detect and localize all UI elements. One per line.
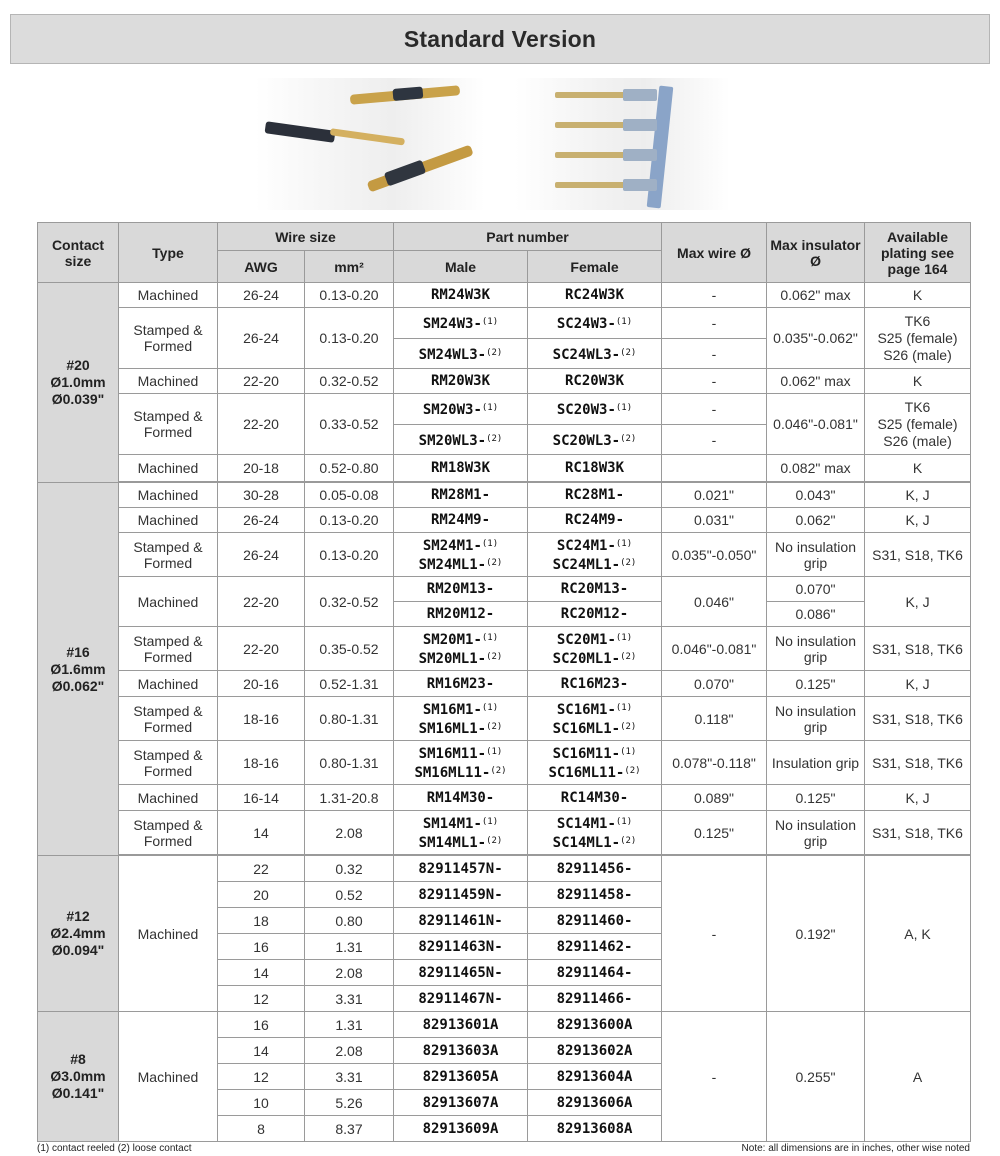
contact-size-12: #12 Ø2.4mm Ø0.094" xyxy=(38,856,119,1012)
contact-size-20: #20 Ø1.0mm Ø0.039" xyxy=(38,283,119,483)
table-row: Machined 22-20 0.32-0.52 RM20W3K RC20W3K - 0.062" max K xyxy=(38,369,971,394)
contacts-spec-table xyxy=(37,222,971,1142)
header-max-wire: Max wire Ø xyxy=(662,223,767,283)
header-part-number: Part number xyxy=(394,223,662,251)
table-row: Machined 16-14 1.31-20.8 RM14M30- RC14M30- 0.089" 0.125" K, J xyxy=(38,785,971,811)
table-row: Machined 20-18 0.52-0.80 RM18W3K RC18W3K 0.082" max K xyxy=(38,455,971,482)
title-bar xyxy=(10,14,990,64)
table-row: Stamped & Formed 22-20 0.35-0.52 SM20M1-$^{(1)}$ SM20ML1-$^{(2)}$ SC20M1-$^{(1)}$ SC20ML1-$^{(2)}$ 0.046"-0.081" No insulation grip S31, S18, TK6 xyxy=(38,627,971,671)
stamped-contacts-image xyxy=(515,78,730,210)
table-row: Stamped & Formed 26-24 0.13-0.20 SM24M1-$^{(1)}$ SM24ML1-$^{(2)}$ SC24M1-$^{(1)}$ SC24ML1-$^{(2)}$ 0.035"-0.050" No insulation grip S31, S18, TK6 xyxy=(38,533,971,577)
table-row: 14 2.08 82911465N- 82911464- xyxy=(38,960,971,986)
header-awg: AWG xyxy=(218,251,305,283)
table-row: SM20WL3-$^{(2)}$ SC20WL3-$^{(2)}$ - xyxy=(38,425,971,455)
header-type: Type xyxy=(119,223,218,283)
table-row: 18 0.80 82911461N- 82911460- xyxy=(38,908,971,934)
header-contact-size: Contact size xyxy=(38,223,119,283)
table-row: 14 2.08 82913603A 82913602A xyxy=(38,1038,971,1064)
table-row: #16 Ø1.6mm Ø0.062" Machined 30-28 0.05-0.08 RM28M1- RC28M1- 0.021" 0.043" K, J xyxy=(38,483,971,508)
table-row: #12 Ø2.4mm Ø0.094" Machined 22 0.32 82911457N- 82911456- - 0.192" A, K xyxy=(38,856,971,882)
machined-contacts-image xyxy=(255,78,485,210)
table-row: 12 3.31 82913605A 82913604A xyxy=(38,1064,971,1090)
header-female: Female xyxy=(528,251,662,283)
header-plating: Available plating see page 164 xyxy=(865,223,971,283)
table-row: Machined 20-16 0.52-1.31 RM16M23- RC16M23- 0.070" 0.125" K, J xyxy=(38,671,971,697)
contact-size-16: #16 Ø1.6mm Ø0.062" xyxy=(38,483,119,856)
header-mm2: mm² xyxy=(305,251,394,283)
table-row: Stamped & Formed 18-16 0.80-1.31 SM16M1-$^{(1)}$ SM16ML1-$^{(2)}$ SC16M1-$^{(1)}$ SC16ML1-$^{(2)}$ 0.118" No insulation grip S31, S18, TK6 xyxy=(38,697,971,741)
header-max-insulator: Max insulator Ø xyxy=(767,223,865,283)
table-row: 20 0.52 82911459N- 82911458- xyxy=(38,882,971,908)
contacts-photo-machined xyxy=(255,78,485,210)
table-row: #8 Ø3.0mm Ø0.141" Machined 16 1.31 82913601A 82913600A - 0.255" A xyxy=(38,1012,971,1038)
footnote-right: Note: all dimensions are in inches, other wise noted xyxy=(741,1143,970,1154)
table-row: Stamped & Formed 14 2.08 SM14M1-$^{(1)}$ SM14ML1-$^{(2)}$ SC14M1-$^{(1)}$ SC14ML1-$^{(2)}$ 0.125" No insulation grip S31, S18, TK6 xyxy=(38,811,971,855)
table-row: RM20M12- RC20M12- 0.086" xyxy=(38,602,971,627)
table-row: #20 Ø1.0mm Ø0.039" Machined 26-24 0.13-0.20 RM24W3K RC24W3K - 0.062" max K xyxy=(38,283,971,308)
table-row: Stamped & Formed 26-24 0.13-0.20 SM24W3-$^{(1)}$ SC24W3-$^{(1)}$ - 0.035"-0.062" TK6 S25 (female) S26 (male) xyxy=(38,308,971,339)
header-wire-size: Wire size xyxy=(218,223,394,251)
table-row: 8 8.37 82913609A 82913608A xyxy=(38,1116,971,1142)
table-row: SM24WL3-$^{(2)}$ SC24WL3-$^{(2)}$ - xyxy=(38,339,971,369)
table-row: Machined 26-24 0.13-0.20 RM24M9- RC24M9- 0.031" 0.062" K, J xyxy=(38,508,971,533)
table-row: 16 1.31 82911463N- 82911462- xyxy=(38,934,971,960)
header-male: Male xyxy=(394,251,528,283)
table-row: 10 5.26 82913607A 82913606A xyxy=(38,1090,971,1116)
footnote-left: (1) contact reeled (2) loose contact xyxy=(37,1143,192,1154)
table-row: Stamped & Formed 22-20 0.33-0.52 SM20W3-$^{(1)}$ SC20W3-$^{(1)}$ - 0.046"-0.081" TK6 S25 (female) S26 (male) xyxy=(38,394,971,425)
table-row: Machined 22-20 0.32-0.52 RM20M13- RC20M13- 0.046" 0.070" K, J xyxy=(38,577,971,602)
page-title: Standard Version xyxy=(403,25,597,52)
table-row: Stamped & Formed 18-16 0.80-1.31 SM16M11-$^{(1)}$ SM16ML11-$^{(2)}$ SC16M11-$^{(1)}$ SC16ML11-$^{(2)}$ 0.078"-0.118" Insulation grip S31, S18, TK6 xyxy=(38,741,971,785)
contact-size-8: #8 Ø3.0mm Ø0.141" xyxy=(38,1012,119,1142)
contacts-photo-stamped xyxy=(515,78,730,210)
table-row: 12 3.31 82911467N- 82911466- xyxy=(38,986,971,1012)
